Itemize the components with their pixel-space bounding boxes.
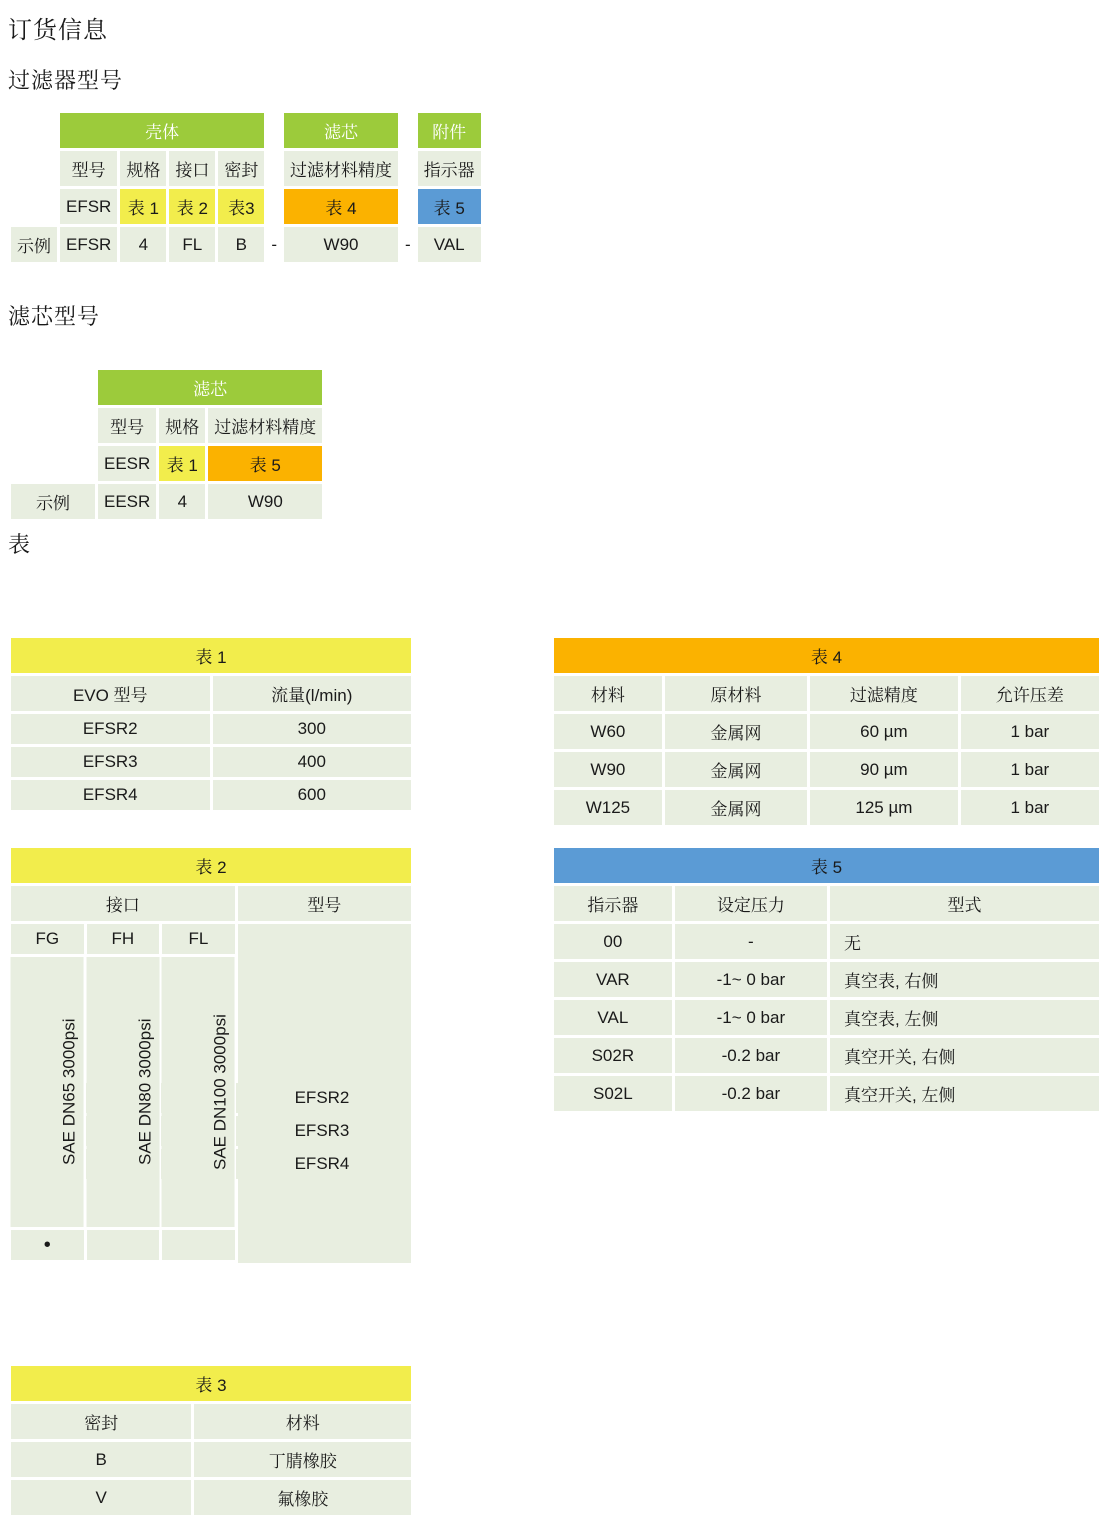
table-5-header-pressure: 设定压力	[675, 886, 827, 921]
table-4-cell-raw: 金属网	[665, 752, 807, 787]
table-4-block	[551, 635, 1102, 828]
table-2-header-row	[11, 886, 411, 921]
table-1-cell-model: EFSR3	[11, 747, 210, 777]
table-2-portcode-row	[11, 924, 411, 954]
table-3-cell-seal: V	[11, 1480, 191, 1515]
element-code-size-ref: 表 1	[159, 446, 205, 481]
table-2-title-row	[11, 848, 411, 883]
col-header-media: 过滤材料精度	[284, 151, 398, 186]
table-5-cell-type: 真空开关, 右侧	[830, 1038, 1099, 1073]
table-3-cell-material: 氟橡胶	[194, 1480, 411, 1515]
table-4-cell-material: W125	[554, 790, 662, 825]
table-5-title-row	[554, 848, 1099, 883]
code-size-ref: 表 1	[120, 189, 166, 224]
table-1-block	[8, 635, 414, 813]
table-3-cell-seal: B	[11, 1442, 191, 1477]
table-row	[11, 714, 411, 744]
table-5-cell-type: 真空表, 右侧	[830, 962, 1099, 997]
table-4-cell-dp: 1 bar	[961, 752, 1099, 787]
table-row	[554, 1038, 1099, 1073]
spacer-2	[401, 113, 415, 148]
code-model: EFSR	[60, 189, 117, 224]
table-3-header-material: 材料	[194, 1404, 411, 1439]
col-header-model: 型号	[60, 151, 117, 186]
table-2-header-model: 型号	[238, 886, 411, 921]
table-5-cell-pressure: -0.2 bar	[675, 1076, 827, 1111]
table-2	[8, 845, 414, 1266]
table-5-cell-indicator: S02R	[554, 1038, 672, 1073]
table-2-row1-model: EFSR2	[236, 1083, 408, 1113]
table-3	[8, 1363, 414, 1518]
example-seal: B	[218, 227, 264, 262]
element-row-label-spacer	[11, 370, 95, 405]
example-port: FL	[169, 227, 215, 262]
group-header-row	[11, 113, 481, 148]
table-4-cell-rating: 90 µm	[810, 752, 957, 787]
table-2-port-code-fg: FG	[11, 924, 84, 954]
table-2-row3-model: EFSR4	[236, 1149, 408, 1179]
table-4-cell-dp: 1 bar	[961, 714, 1099, 749]
table-4-header-rating: 过滤精度	[810, 676, 957, 711]
housing-order-code-table	[8, 110, 484, 265]
example-indicator: VAL	[418, 227, 481, 262]
example-size: 4	[120, 227, 166, 262]
table-5-cell-pressure: -0.2 bar	[675, 1038, 827, 1073]
element-row-label-spacer-3	[11, 446, 95, 481]
row-label-spacer-2	[11, 151, 57, 186]
table-5-cell-type: 真空开关, 左侧	[830, 1076, 1099, 1111]
table-4-cell-material: W90	[554, 752, 662, 787]
table-row	[554, 962, 1099, 997]
table-3-header-seal: 密封	[11, 1404, 191, 1439]
element-example-row	[11, 484, 322, 519]
table-4	[551, 635, 1102, 828]
table-3-cell-material: 丁腈橡胶	[194, 1442, 411, 1477]
code-port-ref: 表 2	[169, 189, 215, 224]
table-5	[551, 845, 1102, 1114]
table-5-cell-indicator: 00	[554, 924, 672, 959]
spacer-6	[401, 189, 415, 224]
element-example-model: EESR	[98, 484, 156, 519]
col-header-seal: 密封	[218, 151, 264, 186]
element-example-size: 4	[159, 484, 205, 519]
housing-order-code-block	[8, 110, 484, 265]
row-label-spacer-3	[11, 189, 57, 224]
column-header-row	[11, 151, 481, 186]
table-1-cell-flow: 300	[213, 714, 412, 744]
table-2-header-port: 接口	[11, 886, 235, 921]
table-row	[554, 1076, 1099, 1111]
table-5-header-type: 型式	[830, 886, 1099, 921]
table-1-cell-model: EFSR2	[11, 714, 210, 744]
group-header-housing: 壳体	[60, 113, 264, 148]
element-order-code-table	[8, 367, 325, 522]
section-title-filter-model: 过滤器型号	[8, 68, 124, 93]
table-2-mark-fh	[87, 1230, 160, 1260]
element-example-media: W90	[208, 484, 322, 519]
group-header-accessory: 附件	[418, 113, 481, 148]
table-3-title: 表 3	[11, 1366, 411, 1401]
table-5-cell-type: 无	[830, 924, 1099, 959]
table-4-title: 表 4	[554, 638, 1099, 673]
element-col-header-model: 型号	[98, 408, 156, 443]
table-1-title: 表 1	[11, 638, 411, 673]
group-header-element: 滤芯	[284, 113, 398, 148]
table-2-title: 表 2	[11, 848, 411, 883]
table-5-cell-indicator: S02L	[554, 1076, 672, 1111]
table-4-cell-rating: 60 µm	[810, 714, 957, 749]
table-5-cell-pressure: -1~ 0 bar	[675, 962, 827, 997]
table-1	[8, 635, 414, 813]
row-label-spacer	[11, 113, 57, 148]
table-4-header-row	[554, 676, 1099, 711]
col-header-size: 规格	[120, 151, 166, 186]
table-5-header-indicator: 指示器	[554, 886, 672, 921]
table-2-port-code-fl: FL	[162, 924, 235, 954]
table-5-title: 表 5	[554, 848, 1099, 883]
element-col-header-size: 规格	[159, 408, 205, 443]
page-title: 订货信息	[8, 17, 108, 44]
table-2-row2-model: EFSR3	[236, 1116, 408, 1146]
table-5-cell-pressure: -1~ 0 bar	[675, 1000, 827, 1035]
table-2-port-desc-fg: SAE DN65 3000psi	[11, 957, 84, 1227]
element-order-code-block	[8, 367, 325, 522]
example-model: EFSR	[60, 227, 117, 262]
table-1-header-model: EVO 型号	[11, 676, 210, 711]
table-4-header-raw: 原材料	[665, 676, 807, 711]
table-row	[11, 1442, 411, 1477]
element-col-header-media: 过滤材料精度	[208, 408, 322, 443]
table-2-port-desc-fh: SAE DN80 3000psi	[87, 957, 160, 1227]
table-4-title-row	[554, 638, 1099, 673]
table-4-cell-material: W60	[554, 714, 662, 749]
table-2-block	[8, 845, 414, 1256]
element-column-header-row	[11, 408, 322, 443]
table-4-cell-raw: 金属网	[665, 714, 807, 749]
element-code-row	[11, 446, 322, 481]
table-2-mark-fg: •	[11, 1230, 84, 1260]
example-row	[11, 227, 481, 262]
col-header-indicator: 指示器	[418, 151, 481, 186]
table-row	[554, 924, 1099, 959]
col-header-port: 接口	[169, 151, 215, 186]
table-5-cell-type: 真空表, 左侧	[830, 1000, 1099, 1035]
element-code-model: EESR	[98, 446, 156, 481]
example-label: 示例	[11, 227, 57, 262]
element-group-header-row	[11, 370, 322, 405]
table-3-title-row	[11, 1366, 411, 1401]
table-row	[11, 1480, 411, 1515]
table-2-port-desc-fl: SAE DN100 3000psi	[162, 957, 235, 1227]
section-title-element-model: 滤芯型号	[8, 304, 101, 329]
table-1-cell-flow: 400	[213, 747, 412, 777]
table-row	[554, 1000, 1099, 1035]
table-4-cell-raw: 金属网	[665, 790, 807, 825]
table-5-block	[551, 845, 1102, 1114]
table-2-mark-fl	[162, 1230, 235, 1260]
code-media-ref: 表 4	[284, 189, 398, 224]
example-media: W90	[284, 227, 398, 262]
table-1-header-row	[11, 676, 411, 711]
table-row	[11, 747, 411, 777]
spacer-1	[267, 113, 281, 148]
separator-dash-1: -	[271, 234, 278, 254]
table-1-cell-model: EFSR4	[11, 780, 210, 810]
table-3-block	[8, 1363, 414, 1518]
table-row	[11, 780, 411, 810]
element-group-header: 滤芯	[98, 370, 322, 405]
table-5-cell-indicator: VAR	[554, 962, 672, 997]
section-title-tables: 表	[8, 532, 32, 557]
table-5-cell-pressure: -	[675, 924, 827, 959]
table-row	[554, 790, 1099, 825]
code-row	[11, 189, 481, 224]
table-4-header-dp: 允许压差	[961, 676, 1099, 711]
table-1-title-row	[11, 638, 411, 673]
table-4-cell-dp: 1 bar	[961, 790, 1099, 825]
table-2-port-code-fh: FH	[87, 924, 160, 954]
separator-dash-2: -	[405, 234, 411, 254]
table-4-header-material: 材料	[554, 676, 662, 711]
table-3-header-row	[11, 1404, 411, 1439]
element-code-media-ref: 表 5	[208, 446, 322, 481]
table-row	[554, 714, 1099, 749]
table-5-header-row	[554, 886, 1099, 921]
spacer-3	[267, 151, 281, 186]
code-indicator-ref: 表 5	[418, 189, 481, 224]
spacer-4	[401, 151, 415, 186]
code-seal-ref: 表3	[218, 189, 264, 224]
element-row-label-spacer-2	[11, 408, 95, 443]
element-example-label: 示例	[11, 484, 95, 519]
table-1-cell-flow: 600	[213, 780, 412, 810]
table-row	[554, 752, 1099, 787]
table-4-cell-rating: 125 µm	[810, 790, 957, 825]
spacer-5	[267, 189, 281, 224]
table-1-header-flow: 流量(l/min)	[213, 676, 412, 711]
table-5-cell-indicator: VAL	[554, 1000, 672, 1035]
